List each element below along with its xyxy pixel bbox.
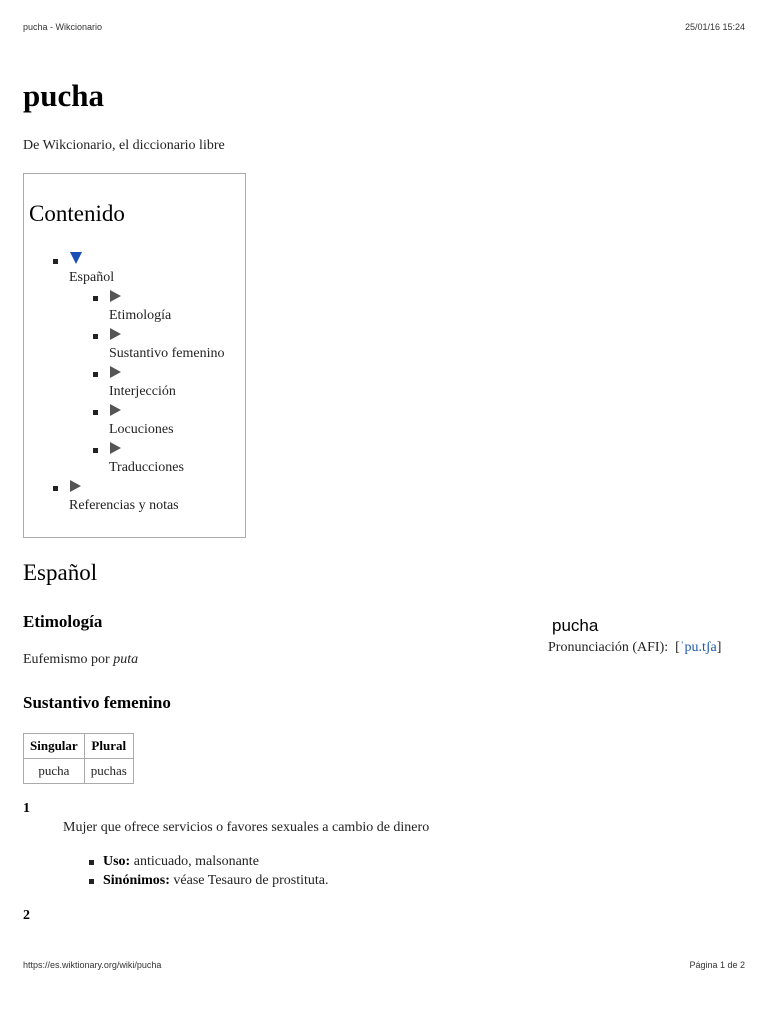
toc-item-label[interactable]: Traducciones (109, 460, 184, 475)
infobox-word: pucha (552, 616, 599, 635)
triangle-right-icon[interactable] (110, 442, 121, 454)
print-footer-url: https://es.wiktionary.org/wiki/pucha (23, 960, 162, 970)
bullet-icon (93, 372, 98, 377)
toc-heading: Contenido (29, 201, 125, 226)
table-row (24, 759, 134, 784)
triangle-right-icon[interactable] (110, 404, 121, 416)
table-cell-plural: puchas (84, 759, 133, 784)
ipa-close-bracket: ] (716, 640, 722, 655)
note-text[interactable]: véase Tesauro de prostituta. (169, 873, 329, 888)
page-subtitle: De Wikcionario, el diccionario libre (23, 138, 225, 153)
triangle-right-icon[interactable] (70, 480, 81, 492)
triangle-right-icon[interactable] (110, 328, 121, 340)
note-label: Sinónimos: (103, 873, 170, 888)
etymology-prefix: Eufemismo por (23, 652, 114, 667)
triangle-right-icon[interactable] (110, 290, 121, 302)
bullet-icon (53, 259, 58, 264)
bullet-icon (93, 410, 98, 415)
note-text: anticuado, malsonante (130, 854, 259, 869)
print-header-title: pucha - Wikcionario (23, 22, 103, 32)
noun-heading: Sustantivo femenino (23, 693, 171, 712)
toc-item-label[interactable]: Interjección (109, 384, 176, 399)
table-header-row (24, 734, 134, 759)
toc-item-label[interactable]: Locuciones (109, 422, 174, 437)
toc-item-label[interactable]: Sustantivo femenino (109, 346, 225, 361)
infobox-pronunciation (548, 640, 721, 656)
pronunciation-label: Pronunciación (AFI): (548, 640, 669, 655)
bullet-icon (93, 448, 98, 453)
sense-note-uso (103, 854, 259, 870)
toc-item-label[interactable]: Etimología (109, 308, 172, 323)
note-label: Uso: (103, 854, 131, 869)
table-header-plural: Plural (84, 734, 133, 759)
sense-definition-1: Mujer que ofrece servicios o favores sexuales a cambio de dinero (63, 820, 430, 835)
table-of-contents (23, 173, 246, 538)
etymology-heading: Etimología (23, 612, 103, 631)
inflection-table (23, 733, 134, 784)
ipa-link[interactable]: ˈpu.tʃa (679, 640, 717, 655)
etymology-text (23, 652, 138, 668)
bullet-icon (53, 486, 58, 491)
toc-item-label[interactable]: Español (69, 270, 115, 285)
sense-number-2: 2 (23, 908, 30, 923)
language-heading: Español (23, 560, 98, 585)
ipa-open-bracket: [ (675, 640, 680, 655)
table-cell-singular: pucha (24, 759, 85, 784)
triangle-right-icon[interactable] (110, 366, 121, 378)
etymology-link[interactable]: puta (113, 652, 139, 667)
sense-note-sinonimos (103, 873, 328, 889)
print-header-date: 25/01/16 15:24 (684, 22, 745, 32)
triangle-down-icon[interactable] (70, 252, 82, 264)
sense-number-1: 1 (23, 801, 30, 816)
print-footer-page: Página 1 de 2 (689, 960, 745, 970)
bullet-icon (89, 879, 94, 884)
page-title: pucha (23, 78, 104, 113)
toc-item-label[interactable]: Referencias y notas (69, 498, 179, 513)
bullet-icon (93, 334, 98, 339)
bullet-icon (93, 296, 98, 301)
table-header-singular: Singular (24, 734, 85, 759)
bullet-icon (89, 860, 94, 865)
